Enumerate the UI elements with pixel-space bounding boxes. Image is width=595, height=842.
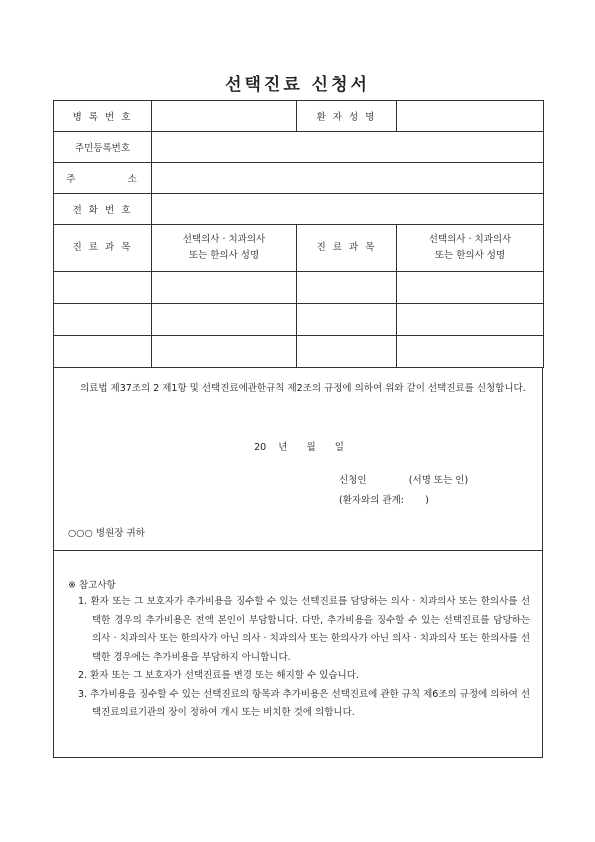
notes-list [78,593,530,723]
record-number-field[interactable] [152,101,297,132]
statement-text: 의료법 제37조의 2 제1항 및 선택진료에관한규칙 제2조의 규정에 의하여 위와 같이 선택진료를 신청합니다. [80,383,526,394]
phone-label: 전 화 번 호 [54,194,152,225]
department-cell[interactable] [297,304,397,336]
patient-name-field[interactable] [397,101,544,132]
doctor-cell[interactable] [397,336,544,368]
note-item: 2. 환자 또는 그 보호자가 선택진료를 변경 또는 해지할 수 있습니다. [78,670,359,681]
department-cell[interactable] [54,336,152,368]
patient-name-label: 환 자 성 명 [297,101,397,132]
application-table [53,100,544,368]
date-line [54,439,544,453]
doctor-header-2 [397,225,544,272]
relation-line: (환자와의 관계: ) [339,495,429,506]
department-header-2: 진 료 과 목 [297,225,397,272]
statement-section [53,367,543,551]
form-title: 선택진료 신청서 [225,75,370,95]
resident-id-field[interactable] [152,132,544,163]
department-cell[interactable] [297,336,397,368]
phone-field[interactable] [152,194,544,225]
doctor-cell[interactable] [397,272,544,304]
doctor-cell[interactable] [152,336,297,368]
doctor-cell[interactable] [152,304,297,336]
resident-id-label: 주민등록번호 [54,132,152,163]
note-item: 3. 추가비용을 징수할 수 있는 선택진료의 항목과 추가비용은 선택진료에 관한 규칙 제6조의 규정에 의하여 선택진료의료기관의 장이 정하여 개시 또는 비치한 것에 의합니다. [78,688,530,718]
doctor-cell[interactable] [397,304,544,336]
record-number-label: 병 록 번 호 [54,101,152,132]
department-header-1: 진 료 과 목 [54,225,152,272]
note-item: 1. 환자 또는 그 보호자가 추가비용을 징수할 수 있는 선택진료를 담당하는 의사 · 치과의사 또는 한의사를 선택한 경우의 추가비용은 전액 본인이 부담합니다. 다만, 추가비용을 징수할 수 있는 선택진료를 담당하는 의사 · 치과의사 또는 한의사가 아닌 의사 · 치과의사 또는 한의사가 아닌 의사 · 치과의사 또는 한의사를 선택한 경우에는 추가비용을 부담하지 아니합니다. [78,596,530,663]
doctor-header-1 [152,225,297,272]
doctor-cell[interactable] [152,272,297,304]
date-year: 20 년 [254,442,288,453]
doctor-header-2-line1: 선택의사 · 치과의사 [428,234,512,245]
addressee: ○○○ 병원장 귀하 [68,528,145,539]
department-cell[interactable] [54,304,152,336]
address-field[interactable] [152,163,544,194]
department-cell[interactable] [297,272,397,304]
notes-title: ※ 참고사항 [68,580,116,591]
date-day: 일 [334,442,344,453]
doctor-header-2-line2: 또는 한의사 성명 [434,250,506,261]
address-label: 주 소 [54,163,152,194]
doctor-header-1-line1: 선택의사 · 치과의사 [182,234,266,245]
date-month: 월 [306,442,316,453]
notes-section [53,551,543,758]
applicant-signature-line: 신청인 (서명 또는 인) [339,475,469,486]
department-cell[interactable] [54,272,152,304]
doctor-header-1-line2: 또는 한의사 성명 [188,250,260,261]
